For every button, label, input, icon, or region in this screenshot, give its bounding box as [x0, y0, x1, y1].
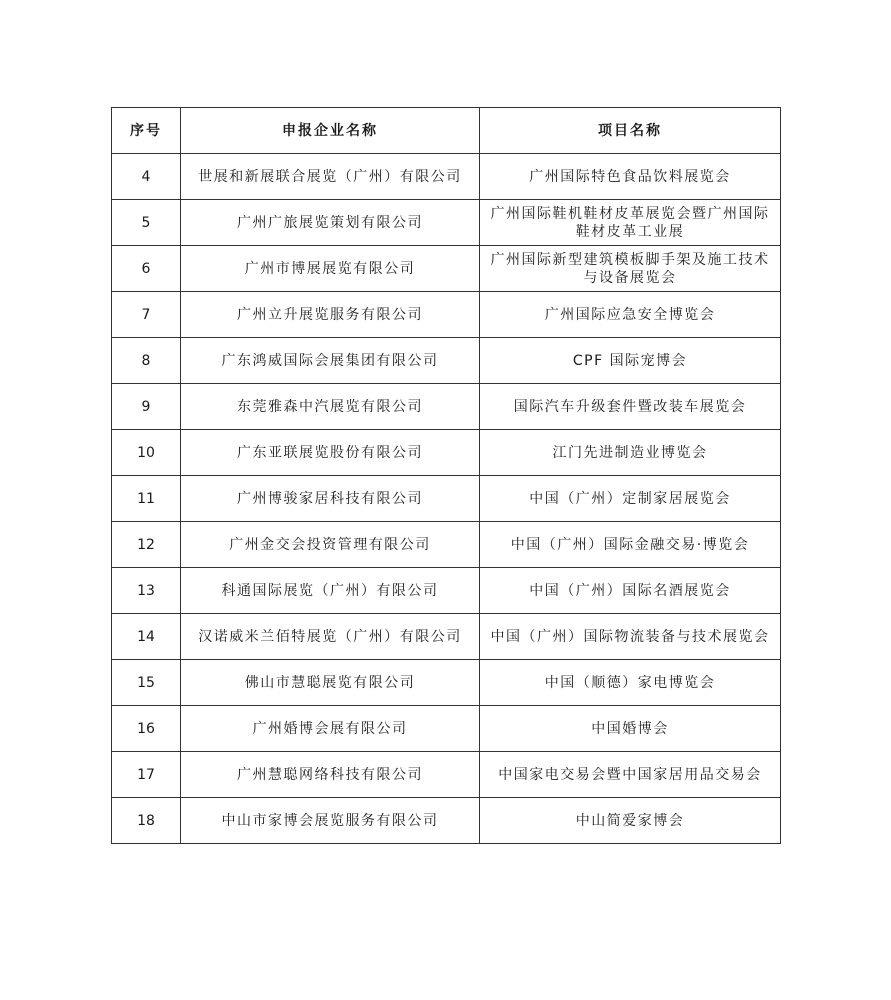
table-row — [112, 476, 781, 522]
table-row — [112, 384, 781, 430]
row-company: 广州婚博会展有限公司 — [181, 706, 480, 752]
exhibition-project-table — [111, 107, 781, 844]
row-seq: 12 — [112, 522, 181, 568]
table-row — [112, 154, 781, 200]
row-seq: 11 — [112, 476, 181, 522]
header-seq: 序号 — [112, 108, 181, 154]
row-company: 东莞雅森中汽展览有限公司 — [181, 384, 480, 430]
row-project: CPF 国际宠博会 — [480, 338, 781, 384]
row-seq: 14 — [112, 614, 181, 660]
row-seq: 16 — [112, 706, 181, 752]
row-company: 广东鸿威国际会展集团有限公司 — [181, 338, 480, 384]
row-company: 广州金交会投资管理有限公司 — [181, 522, 480, 568]
row-project: 中国（广州）国际名酒展览会 — [480, 568, 781, 614]
row-project: 中国婚博会 — [480, 706, 781, 752]
table-row — [112, 522, 781, 568]
row-project: 中国（广州）国际金融交易·博览会 — [480, 522, 781, 568]
table-row — [112, 292, 781, 338]
row-seq: 17 — [112, 752, 181, 798]
table-row — [112, 706, 781, 752]
row-seq: 13 — [112, 568, 181, 614]
table-row — [112, 246, 781, 292]
row-company: 广州慧聪网络科技有限公司 — [181, 752, 480, 798]
row-project: 中山简爱家博会 — [480, 798, 781, 844]
table-row — [112, 752, 781, 798]
table-header-row — [112, 108, 781, 154]
row-company: 汉诺威米兰佰特展览（广州）有限公司 — [181, 614, 480, 660]
row-seq: 9 — [112, 384, 181, 430]
table-row — [112, 338, 781, 384]
row-company: 广州立升展览服务有限公司 — [181, 292, 480, 338]
row-project: 广州国际特色食品饮料展览会 — [480, 154, 781, 200]
row-seq: 7 — [112, 292, 181, 338]
row-project: 中国（广州）国际物流装备与技术展览会 — [480, 614, 781, 660]
header-project: 项目名称 — [480, 108, 781, 154]
row-project: 中国家电交易会暨中国家居用品交易会 — [480, 752, 781, 798]
table-row — [112, 660, 781, 706]
table-row — [112, 614, 781, 660]
row-company: 广州博骏家居科技有限公司 — [181, 476, 480, 522]
row-seq: 4 — [112, 154, 181, 200]
row-company: 广州市博展展览有限公司 — [181, 246, 480, 292]
row-seq: 10 — [112, 430, 181, 476]
header-company: 申报企业名称 — [181, 108, 480, 154]
row-project: 江门先进制造业博览会 — [480, 430, 781, 476]
row-project: 中国（广州）定制家居展览会 — [480, 476, 781, 522]
row-project: 中国（顺德）家电博览会 — [480, 660, 781, 706]
table-row — [112, 200, 781, 246]
row-seq: 8 — [112, 338, 181, 384]
table-row — [112, 798, 781, 844]
row-seq: 6 — [112, 246, 181, 292]
row-project: 国际汽车升级套件暨改装车展览会 — [480, 384, 781, 430]
exhibition-table-container — [111, 107, 780, 844]
row-company: 科通国际展览（广州）有限公司 — [181, 568, 480, 614]
row-project: 广州国际应急安全博览会 — [480, 292, 781, 338]
table-row — [112, 430, 781, 476]
row-project: 广州国际新型建筑模板脚手架及施工技术与设备展览会 — [480, 246, 781, 292]
row-company: 佛山市慧聪展览有限公司 — [181, 660, 480, 706]
row-company: 广东亚联展览股份有限公司 — [181, 430, 480, 476]
table-row — [112, 568, 781, 614]
row-company: 中山市家博会展览服务有限公司 — [181, 798, 480, 844]
row-project: 广州国际鞋机鞋材皮革展览会暨广州国际鞋材皮革工业展 — [480, 200, 781, 246]
row-company: 广州广旅展览策划有限公司 — [181, 200, 480, 246]
row-seq: 5 — [112, 200, 181, 246]
row-seq: 15 — [112, 660, 181, 706]
row-seq: 18 — [112, 798, 181, 844]
row-company: 世展和新展联合展览（广州）有限公司 — [181, 154, 480, 200]
